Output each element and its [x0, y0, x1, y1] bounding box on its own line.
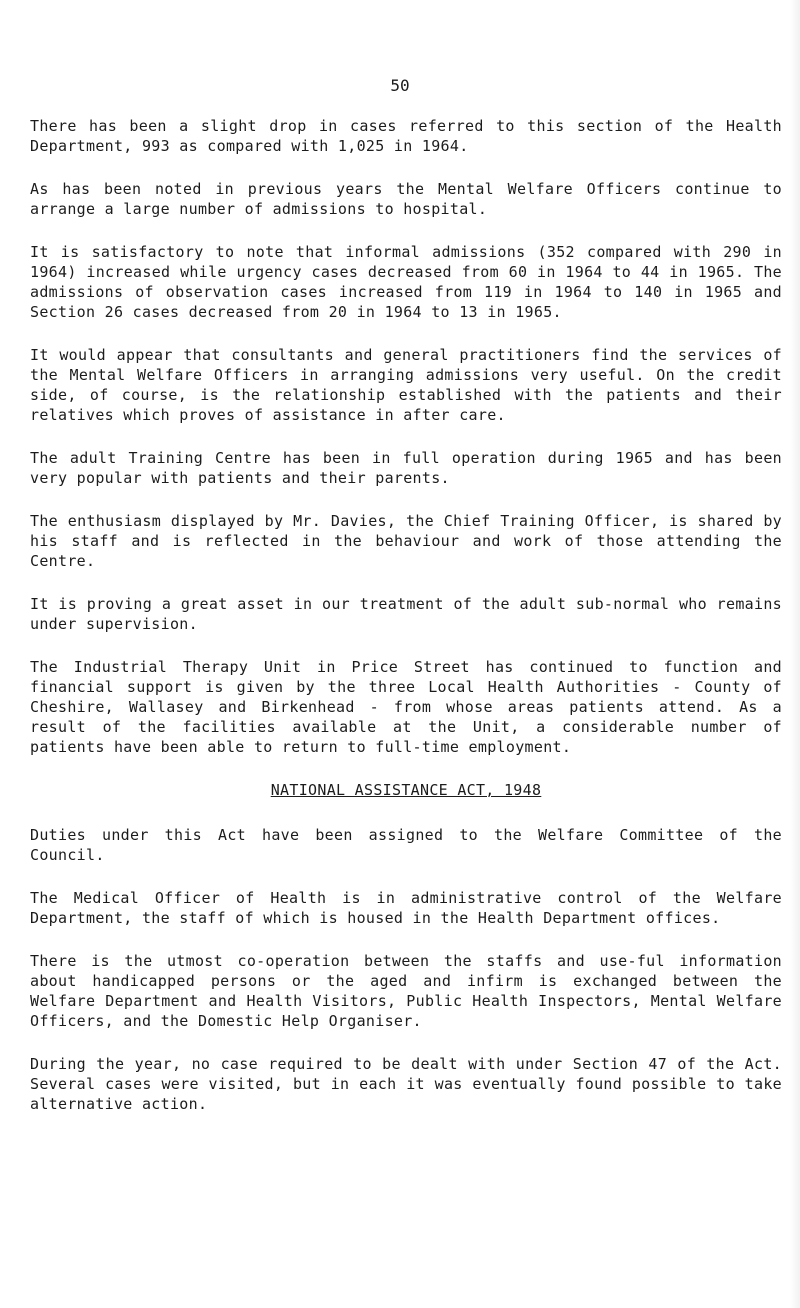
- document-body: [30, 116, 782, 1137]
- paragraph-referrals: There has been a slight drop in cases referred to this section of the Health Department, 993 as compared with 1,025 in 1964.: [30, 117, 782, 155]
- paragraph-cooperation: There is the utmost co-operation between the staffs and use-ful information about handicapped persons or the aged and infirm is exchanged between the Welfare Department and Health Visitors, Public Health Inspectors, Mental Welfare Officers, and the Domestic Help Organiser.: [30, 952, 782, 1030]
- paragraph-consultants: It would appear that consultants and general practitioners find the services of the Mental Welfare Officers in arranging admissions very useful. On the credit side, of course, is the relationship established with the patients and their relatives which proves of assistance in after care.: [30, 346, 782, 424]
- paragraph-training-centre: The adult Training Centre has been in full operation during 1965 and has been very popular with patients and their parents.: [30, 449, 782, 487]
- paragraph-section-47: During the year, no case required to be dealt with under Section 47 of the Act. Several cases were visited, but in each it was eventually found possible to take alternative action.: [30, 1055, 782, 1113]
- paragraph-asset: It is proving a great asset in our treatment of the adult sub-normal who remains under supervision.: [30, 595, 782, 633]
- page-edge-shadow: [790, 0, 800, 1308]
- page-number: 50: [390, 76, 410, 95]
- paragraph-enthusiasm: The enthusiasm displayed by Mr. Davies, the Chief Training Officer, is shared by his staff and is reflected in the behaviour and work of those attending the Centre.: [30, 512, 782, 570]
- paragraph-informal-admissions: It is satisfactory to note that informal admissions (352 compared with 290 in 1964) increased while urgency cases decreased from 60 in 1964 to 44 in 1965. The admissions of observation cases increased from 119 in 1964 to 140 in 1965 and Section 26 cases decreased from 20 in 1964 to 13 in 1965.: [30, 243, 782, 321]
- section-heading: NATIONAL ASSISTANCE ACT, 1948: [270, 781, 542, 799]
- paragraph-admissions: As has been noted in previous years the Mental Welfare Officers continue to arrange a large number of admissions to hospital.: [30, 180, 782, 218]
- paragraph-duties: Duties under this Act have been assigned to the Welfare Committee of the Council.: [30, 826, 782, 864]
- paragraph-industrial-therapy: The Industrial Therapy Unit in Price Street has continued to function and financial support is given by the three Local Health Authorities - County of Cheshire, Wallasey and Birkenhead - from whose areas patients attend. As a result of the facilities available at the Unit, a considerable number of patients have been able to return to full-time employment.: [30, 658, 782, 756]
- paragraph-medical-officer: The Medical Officer of Health is in administrative control of the Welfare Department, the staff of which is housed in the Health Department offices.: [30, 889, 782, 927]
